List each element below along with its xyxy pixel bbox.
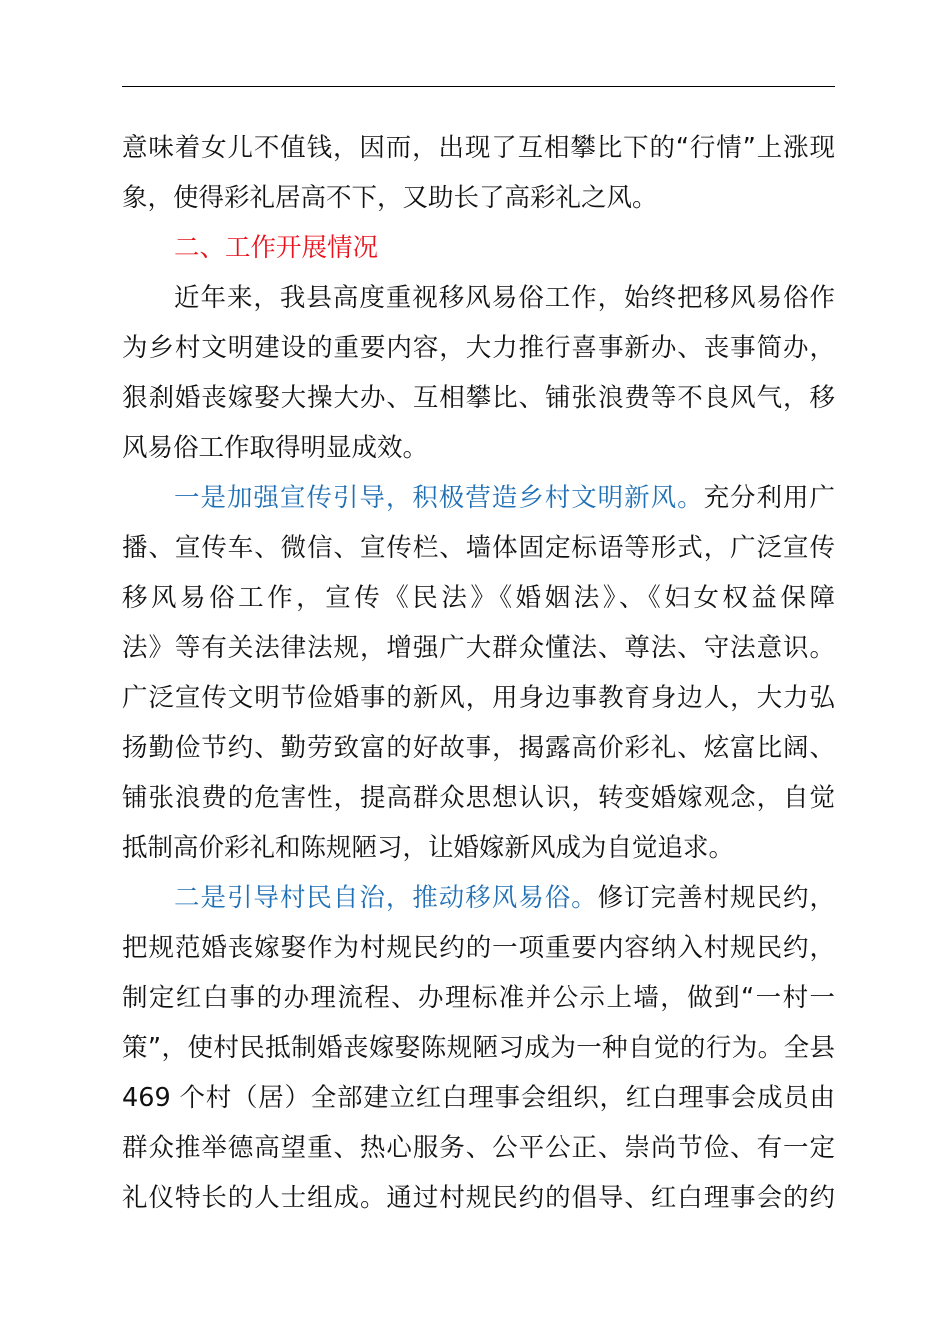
- text-line: 广泛宣传文明节俭婚事的新风，用身边事教育身边人，大力弘: [122, 683, 835, 713]
- text-line: 法》等有关法律法规，增强广大群众懂法、尊法、守法意识。: [122, 633, 835, 663]
- text-line: 制定红白事的办理流程、办理标准并公示上墙，做到“一村一: [122, 983, 835, 1013]
- text-line: 象，使得彩礼居高不下，又助长了高彩礼之风。: [122, 183, 658, 213]
- text-line: 铺张浪费的危害性，提高群众思想认识，转变婚嫁观念，自觉: [122, 783, 835, 813]
- point1-first-line: [174, 482, 835, 514]
- text-line: 意味着女儿不值钱，因而，出现了互相攀比下的“行情”上涨现: [122, 133, 835, 163]
- text-line: 扬勤俭节约、勤劳致富的好故事，揭露高价彩礼、炫富比阔、: [122, 733, 835, 763]
- text-line: 为乡村文明建设的重要内容，大力推行喜事新办、丧事简办，: [122, 333, 835, 363]
- point1-first-line-rest: 充分利用广: [703, 483, 835, 513]
- text-line: 狠刹婚丧嫁娶大操大办、互相攀比、铺张浪费等不良风气，移: [122, 383, 835, 413]
- point1-title: 一是加强宣传引导，积极营造乡村文明新风。: [174, 483, 704, 513]
- point2-title: 二是引导村民自治，推动移风易俗。: [174, 883, 598, 913]
- text-line: 移风易俗工作，宣传《民法》《婚姻法》、《妇女权益保障: [122, 583, 835, 613]
- point2-first-line: [174, 882, 835, 914]
- point2-first-line-rest: 修订完善村规民约，: [597, 883, 835, 913]
- text-line: 群众推举德高望重、热心服务、公平公正、崇尚节俭、有一定: [122, 1133, 835, 1163]
- text-line: 把规范婚丧嫁娶作为村规民约的一项重要内容纳入村规民约，: [122, 933, 835, 963]
- text-line: 风易俗工作取得明显成效。: [122, 433, 429, 463]
- text-line: 抵制高价彩礼和陈规陋习，让婚嫁新风成为自觉追求。: [122, 833, 735, 863]
- section-heading: 二、工作开展情况: [174, 233, 379, 263]
- text-line: 策”，使村民抵制婚丧嫁娶陈规陋习成为一种自觉的行为。全县: [122, 1033, 835, 1063]
- text-line: 近年来，我县高度重视移风易俗工作，始终把移风易俗作: [174, 283, 835, 313]
- text-line: 播、宣传车、微信、宣传栏、墙体固定标语等形式，广泛宣传: [122, 533, 835, 563]
- text-line: 469 个村（居）全部建立红白理事会组织，红白理事会成员由: [122, 1083, 835, 1113]
- text-line: 礼仪特长的人士组成。通过村规民约的倡导、红白理事会的约: [122, 1183, 835, 1213]
